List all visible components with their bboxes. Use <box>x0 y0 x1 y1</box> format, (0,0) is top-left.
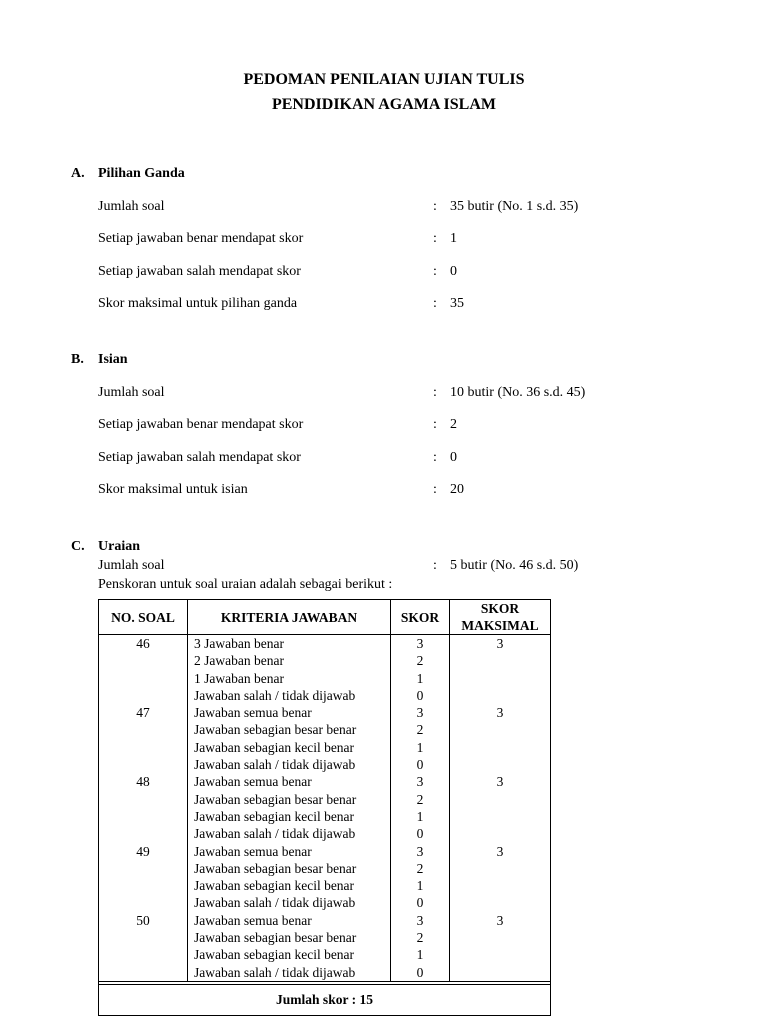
scoring-table <box>98 599 551 1016</box>
page-title-line-1: PEDOMAN PENILAIAN UJIAN TULIS <box>243 71 525 88</box>
criteria-text: Jawaban semua benar <box>194 912 312 928</box>
header-maks-line-1: SKOR <box>480 601 520 616</box>
row-value: 35 butir (No. 1 s.d. 35) <box>450 199 579 214</box>
row-colon: : <box>433 264 437 279</box>
question-number: 47 <box>136 705 150 721</box>
score-value: 2 <box>416 722 424 738</box>
row-label: Skor maksimal untuk isian <box>98 482 248 497</box>
score-value: 2 <box>416 653 424 669</box>
criteria-text: 1 Jawaban benar <box>194 670 284 686</box>
section-b-letter: B. <box>71 352 84 367</box>
section-c-letter: C. <box>71 539 85 554</box>
score-value: 2 <box>416 860 424 876</box>
section-b-row <box>0 450 768 468</box>
criteria-text: Jawaban sebagian kecil benar <box>194 878 355 894</box>
section-b-row <box>0 482 768 500</box>
score-value: 0 <box>416 757 424 773</box>
section-a-row <box>0 264 768 282</box>
criteria-text: Jawaban semua benar <box>194 705 312 721</box>
criteria-text: Jawaban sebagian kecil benar <box>194 947 355 963</box>
criteria-text: Jawaban salah / tidak dijawab <box>194 757 356 773</box>
header-no-soal: NO. SOAL <box>99 600 188 635</box>
score-value: 0 <box>416 687 424 703</box>
row-colon: : <box>433 199 437 214</box>
row-value: 0 <box>450 450 457 465</box>
criteria-text: 3 Jawaban benar <box>194 636 284 651</box>
criteria-text: Jawaban sebagian besar benar <box>194 860 357 876</box>
score-value: 2 <box>416 930 424 946</box>
row-colon: : <box>433 450 437 465</box>
section-b-name: Isian <box>98 352 128 367</box>
row-colon: : <box>433 231 437 246</box>
criteria-text: 2 Jawaban benar <box>194 653 284 669</box>
table-row <box>99 635 551 982</box>
row-colon: : <box>433 296 437 311</box>
table-total-row <box>99 984 551 1015</box>
total-score: Jumlah skor : 15 <box>99 984 551 1015</box>
row-colon: : <box>433 417 437 432</box>
criteria-text: Jawaban semua benar <box>194 843 312 859</box>
header-maks-line-2: MAKSIMAL <box>461 618 539 633</box>
criteria-text: Jawaban salah / tidak dijawab <box>194 687 356 703</box>
row-colon: : <box>433 482 437 497</box>
row-label: Setiap jawaban benar mendapat skor <box>98 231 304 246</box>
criteria-text: Jawaban sebagian besar benar <box>194 722 357 738</box>
section-a-letter: A. <box>71 166 85 181</box>
score-value: 1 <box>416 947 424 963</box>
score-value: 1 <box>416 878 424 894</box>
max-score: 3 <box>496 774 504 790</box>
max-score: 3 <box>496 705 504 721</box>
criteria-text: Jawaban salah / tidak dijawab <box>194 826 356 842</box>
section-a-row <box>0 199 768 217</box>
row-value: 10 butir (No. 36 s.d. 45) <box>450 385 586 400</box>
section-b-row <box>0 385 768 403</box>
row-label: Setiap jawaban benar mendapat skor <box>98 417 304 432</box>
header-kriteria: KRITERIA JAWABAN <box>188 600 391 635</box>
score-value: 3 <box>416 636 424 651</box>
question-number: 50 <box>136 912 150 928</box>
row-value: 0 <box>450 264 457 279</box>
criteria-text: Jawaban semua benar <box>194 774 312 790</box>
header-skor-maksimal <box>450 600 551 635</box>
row-label: Jumlah soal <box>98 199 165 214</box>
criteria-text: Jawaban salah / tidak dijawab <box>194 895 356 911</box>
score-value: 1 <box>416 739 424 755</box>
criteria-text: Jawaban sebagian kecil benar <box>194 808 355 824</box>
max-score: 3 <box>496 636 504 651</box>
max-score: 3 <box>496 843 504 859</box>
row-value: 1 <box>450 231 457 246</box>
criteria-text: Jawaban sebagian besar benar <box>194 791 357 807</box>
section-a-row <box>0 231 768 249</box>
criteria-text: Jawaban salah / tidak dijawab <box>194 964 356 980</box>
score-value: 1 <box>416 808 424 824</box>
score-value: 3 <box>416 912 424 928</box>
row-label: Setiap jawaban salah mendapat skor <box>98 450 301 465</box>
row-label: Jumlah soal <box>98 558 165 573</box>
row-label: Setiap jawaban salah mendapat skor <box>98 264 301 279</box>
criteria-text: Jawaban sebagian kecil benar <box>194 739 355 755</box>
row-value: 5 butir (No. 46 s.d. 50) <box>450 558 579 573</box>
row-label: Skor maksimal untuk pilihan ganda <box>98 296 298 311</box>
score-value: 0 <box>416 826 424 842</box>
section-c-name: Uraian <box>98 539 140 554</box>
row-value: 35 <box>450 296 464 311</box>
criteria-text: Jawaban sebagian besar benar <box>194 930 357 946</box>
row-value: 20 <box>450 482 464 497</box>
section-c-row <box>0 558 768 576</box>
score-value: 0 <box>416 895 424 911</box>
row-label: Jumlah soal <box>98 385 165 400</box>
section-a-name: Pilihan Ganda <box>98 166 185 181</box>
score-value: 3 <box>416 774 424 790</box>
row-value: 2 <box>450 417 457 432</box>
question-number: 48 <box>136 774 150 790</box>
section-c-intro: Penskoran untuk soal uraian adalah sebagai berikut : <box>98 577 393 592</box>
table-header-row <box>99 600 551 635</box>
score-value: 3 <box>416 843 424 859</box>
section-a-row <box>0 296 768 314</box>
score-value: 1 <box>416 670 424 686</box>
header-skor: SKOR <box>391 600 450 635</box>
section-b-row <box>0 417 768 435</box>
question-number: 46 <box>136 636 150 651</box>
question-number: 49 <box>136 843 150 859</box>
score-value: 2 <box>416 791 424 807</box>
page-title-line-2: PENDIDIKAN AGAMA ISLAM <box>271 96 496 113</box>
score-value: 0 <box>416 964 424 980</box>
max-score: 3 <box>496 912 504 928</box>
row-colon: : <box>433 385 437 400</box>
row-colon: : <box>433 558 437 573</box>
score-value: 3 <box>416 705 424 721</box>
